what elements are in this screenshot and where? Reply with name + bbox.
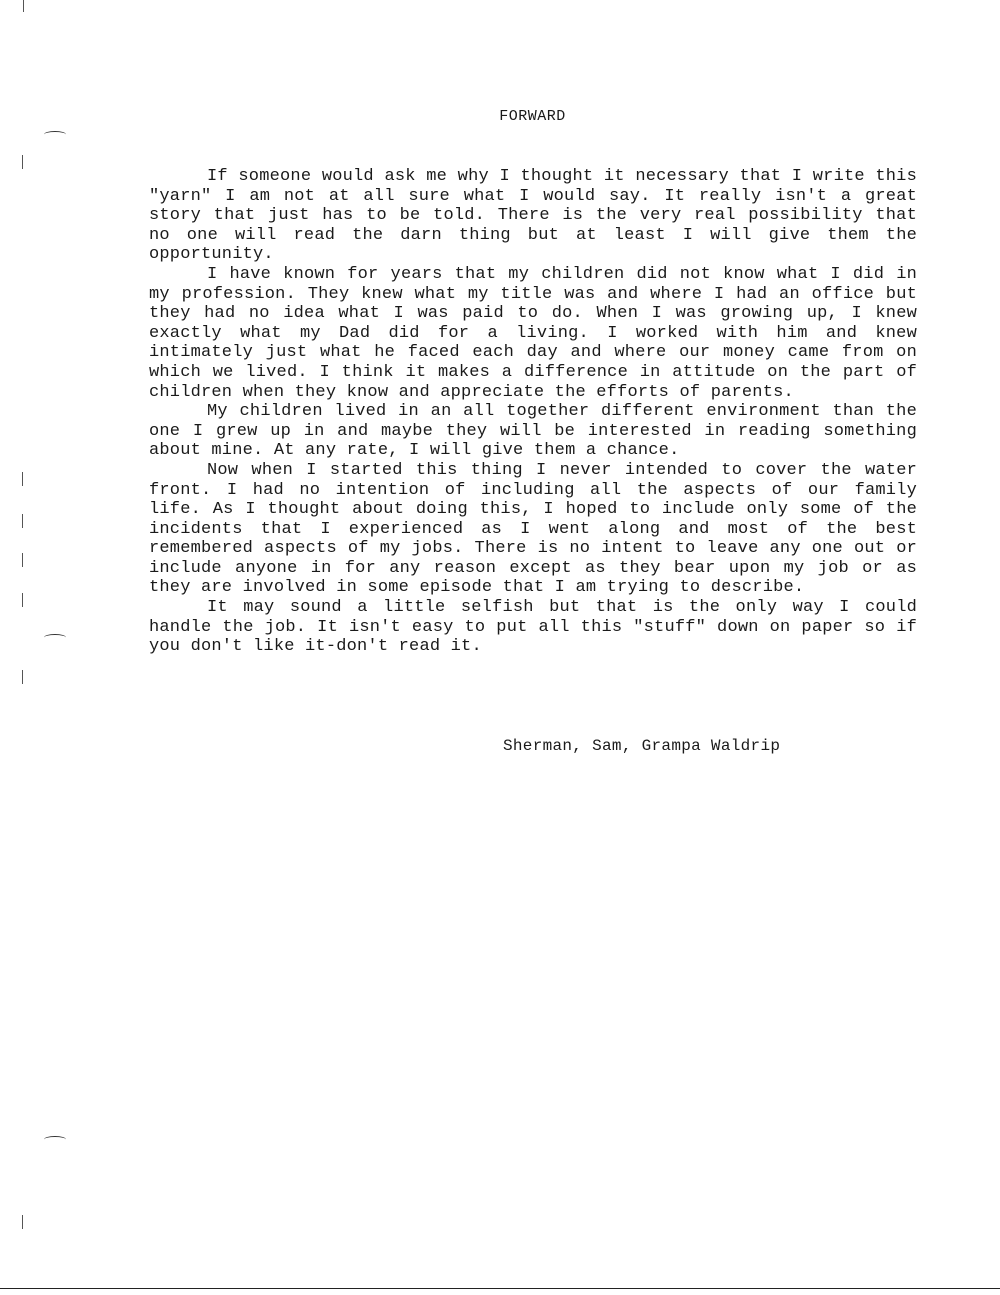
scan-mark (22, 155, 23, 169)
scan-mark (22, 593, 23, 607)
scan-mark (22, 1215, 23, 1229)
paragraph: I have known for years that my children did not know what I did in my profession. They knew what my title was and where I had an office but they had no idea what I was paid to do. When I was growing up, I knew exactly what my Dad did for a living. I worked with him and knew intimately just what he faced each day and where our money came from on which we lived. I think it makes a difference in attitude on the part of children when they know and appreciate the efforts of parents. (149, 264, 917, 402)
scan-mark (22, 553, 23, 567)
page-edge-line (0, 1288, 1000, 1289)
binder-mark (44, 1136, 66, 1143)
document-title: FORWARD (499, 108, 566, 125)
paragraph: If someone would ask me why I thought it necessary that I write this "yarn" I am not at all sure what I would say. It really isn't a great story that just has to be told. There is the very real possibility that no one will read the darn thing but at least I will give them the opportunity. (149, 167, 917, 265)
scan-mark (23, 0, 24, 12)
binder-mark (44, 634, 66, 641)
scan-mark (22, 472, 23, 486)
binder-mark (44, 131, 66, 138)
document-body (149, 167, 917, 657)
paragraph: Now when I started this thing I never intended to cover the water front. I had no intention of including all the aspects of our family life. As I thought about doing this, I hoped to include only some of the incidents that I experienced as I went along and most of the best remembered aspects of my jobs. There is no intent to leave any one out or include anyone in for any reason except as they bear upon my job or as they are involved in some episode that I am trying to describe. (149, 460, 917, 598)
paragraph: It may sound a little selfish but that is the only way I could handle the job. It isn't easy to put all this "stuff" down on paper so if you don't like it-don't read it. (149, 598, 917, 657)
paragraph: My children lived in an all together different environment than the one I grew up in and maybe they will be interested in reading something about mine. At any rate, I will give them a chance. (149, 402, 917, 461)
scan-mark (22, 670, 23, 684)
signature: Sherman, Sam, Grampa Waldrip (503, 737, 781, 755)
scan-mark (22, 514, 23, 528)
